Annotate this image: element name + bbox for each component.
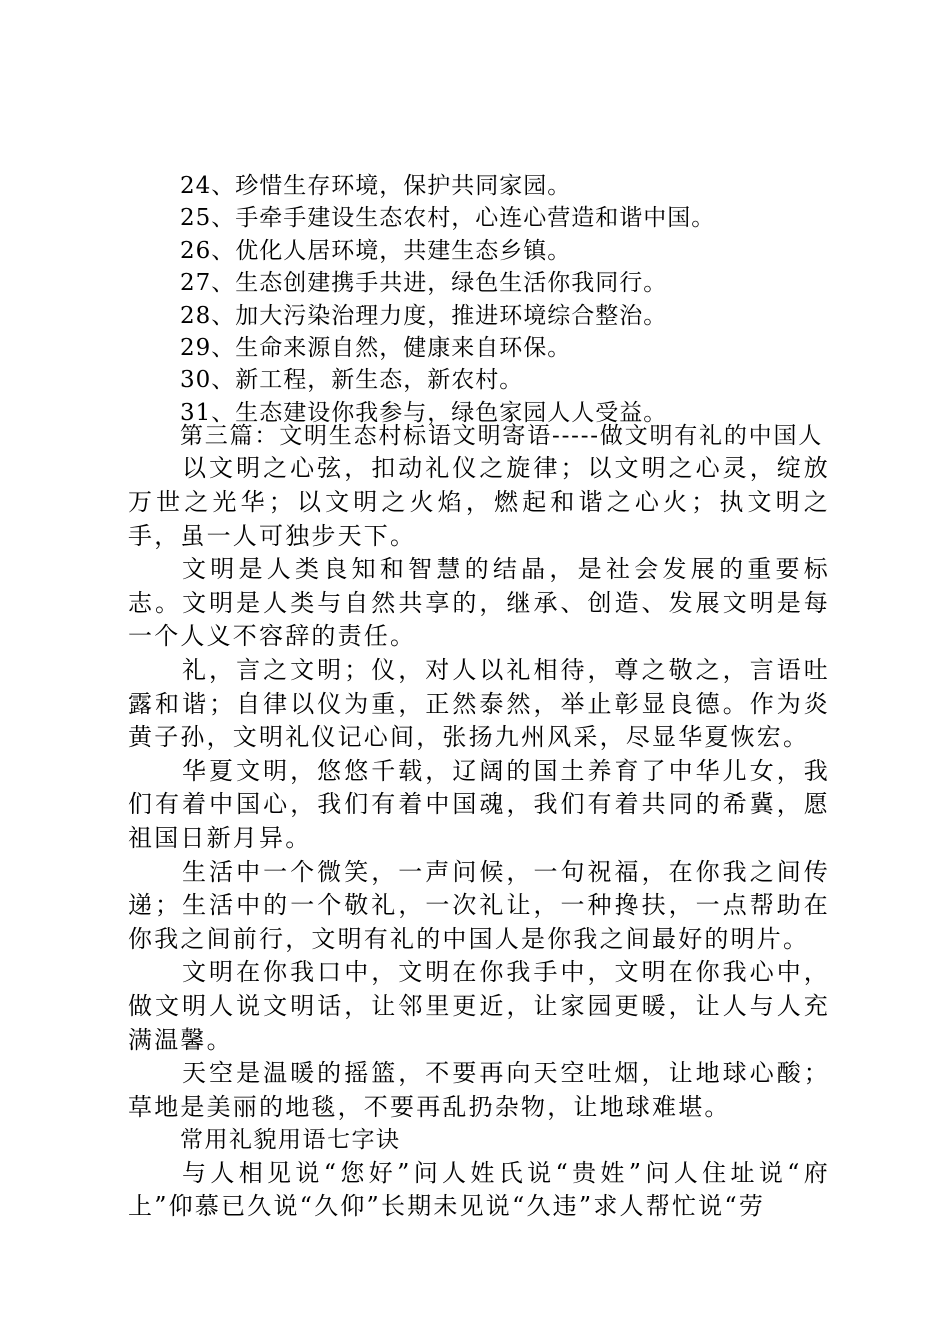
paragraph: 礼，言之文明；仪，对人以礼相待，尊之敬之，言语吐露和谐；自律以仪为重，正然泰然，举止彰显良德。作为炎黄子孙，文明礼仪记心间，张扬九州风采，尽显华夏恢宏。 xyxy=(128,655,830,752)
list-item: 27、生态创建携手共进，绿色生活你我同行。 xyxy=(180,270,668,297)
slogan-list xyxy=(128,170,828,429)
section-heading: 第三篇：文明生态村标语文明寄语-----做文明有礼的中国人 xyxy=(180,423,824,449)
subheading: 常用礼貌用语七字诀 xyxy=(180,1127,401,1154)
paragraph: 天空是温暖的摇篮，不要再向天空吐烟，让地球心酸；草地是美丽的地毯，不要再乱扔杂物，让地球难堪。 xyxy=(128,1059,830,1121)
paragraph: 生活中一个微笑，一声问候，一句祝福，在你我之间传递；生活中的一个敬礼，一次礼让，一种搀扶，一点帮助在你我之间前行，文明有礼的中国人是你我之间最好的明片。 xyxy=(128,857,830,953)
paragraph: 与人相见说“您好”问人姓氏说“贵姓”问人住址说“府上”仰慕已久说“久仰”长期未见说“久违”求人帮忙说“劳 xyxy=(128,1158,830,1221)
paragraph: 以文明之心弦，扣动礼仪之旋律；以文明之心灵，绽放万世之光华；以文明之火焰，燃起和谐之心火；执文明之手，虽一人可独步天下。 xyxy=(128,454,830,550)
list-item: 28、加大污染治理力度，推进环境综合整治。 xyxy=(180,302,668,329)
list-item: 26、优化人居环境，共建生态乡镇。 xyxy=(180,237,572,264)
document-body xyxy=(128,420,830,1224)
list-item: 31、生态建设你我参与，绿色家园人人受益。 xyxy=(180,399,668,426)
paragraph: 文明是人类良知和智慧的结晶，是社会发展的重要标志。文明是人类与自然共享的，继承、创造、发展文明是每一个人义不容辞的责任。 xyxy=(128,555,830,651)
list-item: 30、新工程，新生态，新农村。 xyxy=(180,367,524,394)
list-item: 29、生命来源自然，健康来自环保。 xyxy=(180,334,572,361)
paragraph: 文明在你我口中，文明在你我手中，文明在你我心中，做文明人说文明话，让邻里更近，让家园更暖，让人与人充满温馨。 xyxy=(128,958,830,1054)
list-item: 24、珍惜生存环境，保护共同家园。 xyxy=(180,173,572,199)
paragraph: 华夏文明，悠悠千载，辽阔的国土养育了中华儿女，我们有着中国心，我们有着中国魂，我们有着共同的希冀，愿祖国日新月异。 xyxy=(128,756,830,852)
list-item: 25、手牵手建设生态农村，心连心营造和谐中国。 xyxy=(180,205,716,232)
